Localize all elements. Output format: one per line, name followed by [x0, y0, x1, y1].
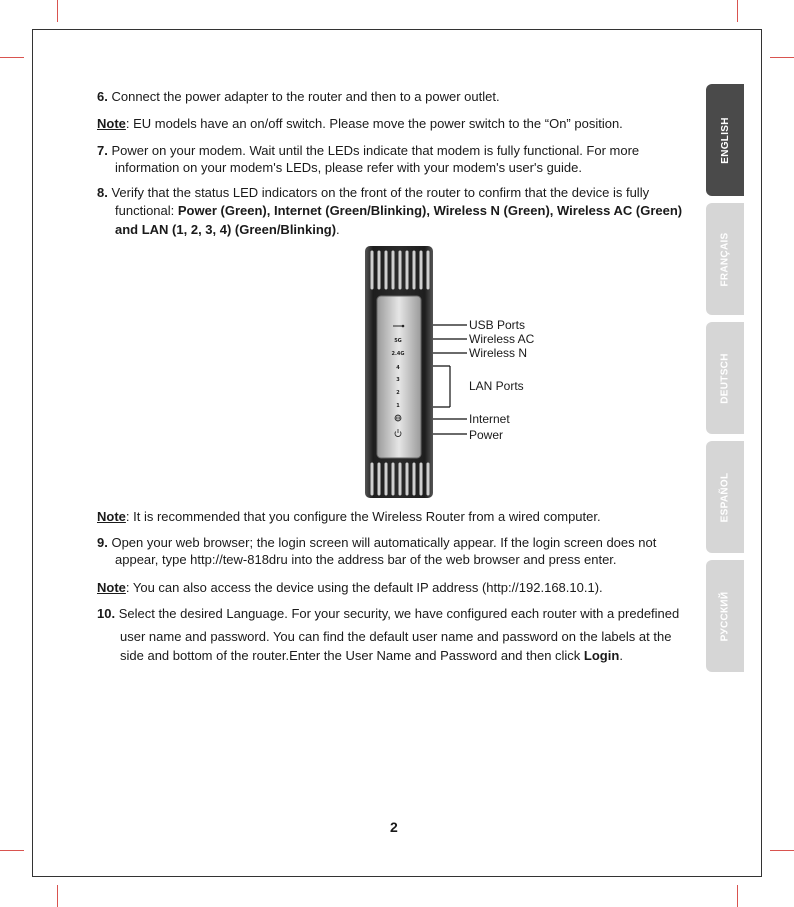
label-wireless-ac: Wireless AC: [469, 332, 535, 346]
tab-english[interactable]: ENGLISH: [706, 84, 744, 196]
led-wireless-ac: 5G: [394, 338, 402, 344]
step-10-line3: side and bottom of the router.Enter the User Name and Password and then click Login.: [120, 648, 623, 663]
crop-mark: [0, 57, 24, 58]
step-10: 10. Select the desired Language. For your security, we have configured each router with a predefined: [97, 606, 680, 621]
led-wireless-n: 2.4G: [391, 351, 405, 357]
crop-mark: [57, 885, 58, 907]
crop-mark: [770, 57, 794, 58]
router-illustration: [355, 244, 540, 500]
step-8-line2: functional: Power (Green), Internet (Green/Blinking), Wireless N (Green), Wireless AC (Green): [115, 203, 683, 218]
crop-mark: [737, 885, 738, 907]
step-9: 9. Open your web browser; the login screen will automatically appear. If the login screen does not: [97, 535, 657, 550]
note-default-ip: Note: You can also access the device using the default IP address (http://192.168.10.1).: [97, 580, 603, 595]
step-7: 7. Power on your modem. Wait until the LEDs indicate that modem is fully functional. For more: [97, 143, 640, 158]
callout-lines: [433, 325, 467, 434]
step-9-line2: appear, type http://tew-818dru into the address bar of the web browser and press enter.: [115, 552, 617, 567]
step-6: 6. Connect the power adapter to the router and then to a power outlet.: [97, 89, 500, 104]
step-8: 8. Verify that the status LED indicators on the front of the router to confirm that the device is fully: [97, 185, 650, 200]
label-lan-ports: LAN Ports: [469, 379, 524, 393]
tab-deutsch[interactable]: DEUTSCH: [706, 322, 744, 434]
label-power: Power: [469, 428, 504, 442]
crop-mark: [0, 850, 24, 851]
step-7-line2: information on your modem's LEDs, please refer with your modem's user's guide.: [115, 160, 582, 175]
step-10-line2: user name and password. You can find the default user name and password on the labels at the: [120, 629, 672, 644]
led-lan-1: 1: [396, 403, 400, 409]
step-8-line3: and LAN (1, 2, 3, 4) (Green/Blinking).: [115, 222, 340, 237]
tab-espanol[interactable]: ESPAÑOL: [706, 441, 744, 553]
crop-mark: [737, 0, 738, 22]
tab-russian[interactable]: РУССКИЙ: [706, 560, 744, 672]
label-wireless-n: Wireless N: [469, 346, 528, 360]
page-number: 2: [390, 819, 398, 835]
tab-francais[interactable]: FRANÇAIS: [706, 203, 744, 315]
crop-mark: [57, 0, 58, 22]
led-lan-3: 3: [396, 377, 400, 383]
label-internet: Internet: [469, 412, 510, 426]
note-wired-computer: Note: It is recommended that you configure the Wireless Router from a wired computer.: [97, 509, 601, 524]
crop-mark: [770, 850, 794, 851]
label-usb-ports: USB Ports: [469, 318, 526, 332]
led-lan-2: 2: [396, 390, 400, 396]
note-eu-switch: Note: EU models have an on/off switch. Please move the power switch to the “On” position.: [97, 116, 623, 131]
led-lan-4: 4: [396, 365, 400, 371]
